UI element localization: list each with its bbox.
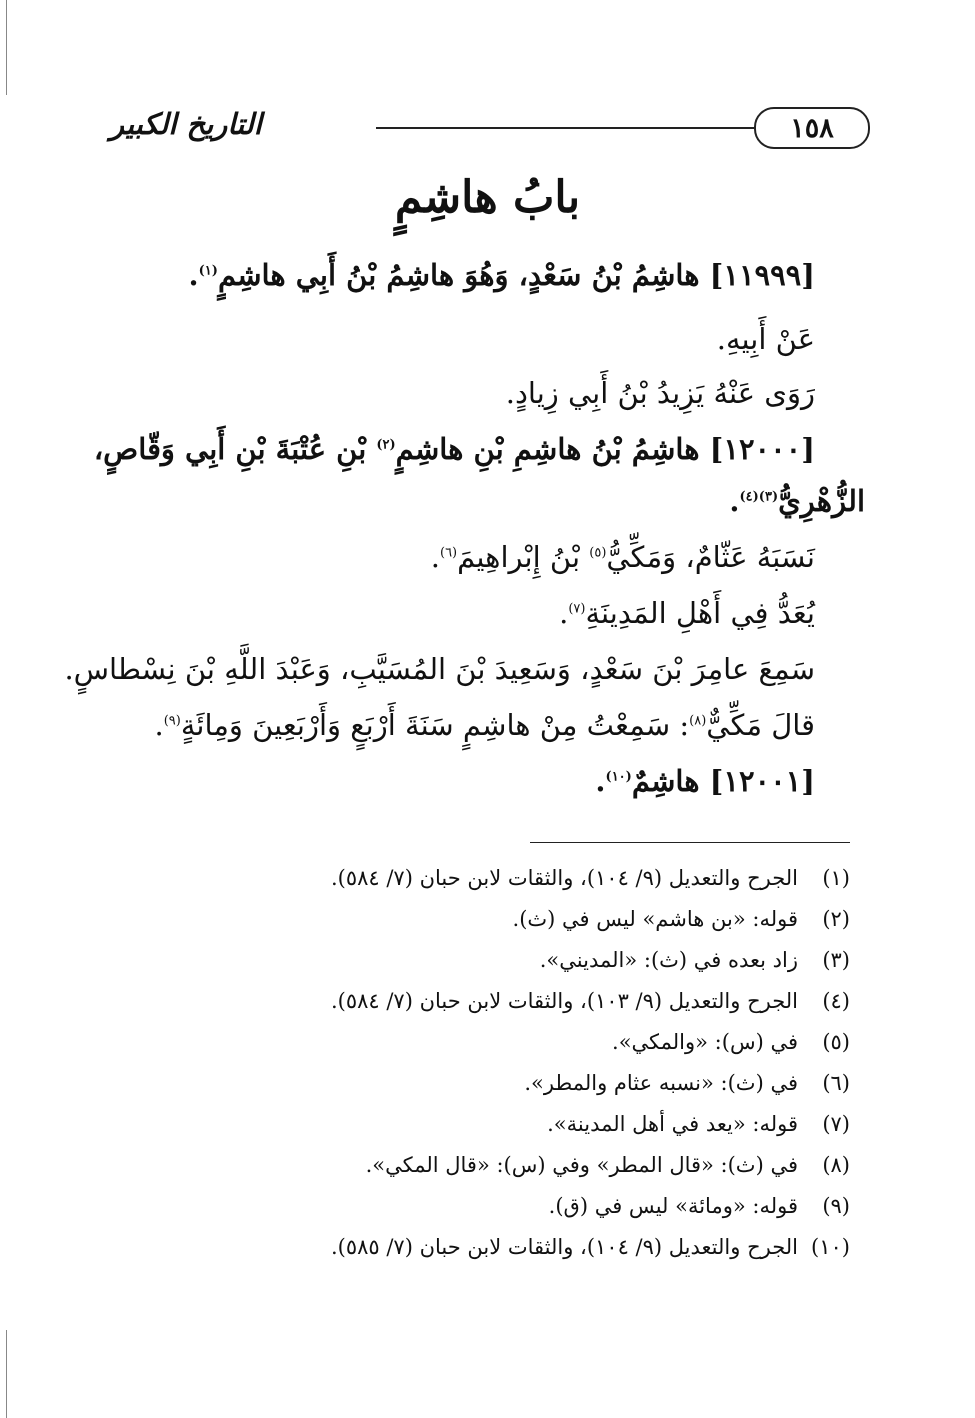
footnote-number: (٤) bbox=[822, 989, 850, 1013]
footnote-separator bbox=[530, 842, 850, 843]
footnote-number: (١) bbox=[822, 866, 850, 890]
footnote-number: (١٠) bbox=[811, 1235, 850, 1259]
entry-end: . bbox=[729, 484, 740, 518]
entry-text: بْنِ عُتْبَةَ بْنِ أَبِي وَقّاصٍ، bbox=[93, 432, 377, 466]
footnote-ref: (٣)(٤) bbox=[739, 489, 779, 505]
chapter-title: بابُ هاشِمٍ bbox=[394, 172, 581, 223]
entry-end: . bbox=[188, 258, 199, 292]
footnote-ref: (٧) bbox=[568, 601, 586, 617]
footnote bbox=[331, 866, 850, 890]
text-line bbox=[431, 540, 815, 574]
footnote-text: في (س): «والمكي». bbox=[612, 1030, 798, 1054]
footnote-ref: (٢) bbox=[376, 437, 396, 453]
entry-number: [١٢٠٠٠] bbox=[709, 432, 815, 466]
text-part: يُعَدُّ فِي أَهْلِ المَدِينَةِ bbox=[585, 596, 815, 630]
footnote bbox=[540, 948, 850, 972]
footnote-ref: (١) bbox=[198, 263, 218, 279]
footnote-ref: (٩) bbox=[163, 713, 181, 729]
footnote-text: الجرح والتعديل (٩/ ١٠٣)، والثقات لابن حبان (٧/ ٥٨٤). bbox=[330, 989, 798, 1013]
text-line bbox=[559, 596, 815, 630]
footnote-number: (٣) bbox=[822, 948, 850, 972]
footnote-text: في (ث): «نسبه عثام والمطر». bbox=[524, 1071, 798, 1095]
footnote bbox=[331, 1235, 850, 1259]
footnote bbox=[547, 1112, 850, 1136]
text-line bbox=[155, 708, 816, 742]
footnote-number: (٦) bbox=[822, 1071, 850, 1095]
footnote-ref: (٨) bbox=[689, 713, 707, 729]
footnote bbox=[513, 907, 850, 931]
footnote-ref: (٦) bbox=[439, 545, 458, 561]
footnote-ref: (٥) bbox=[589, 545, 607, 561]
footnote-text: قوله: «يعد في أهل المدينة». bbox=[547, 1112, 798, 1136]
footnote-text: الجرح والتعديل (٩/ ١٠٤)، والثقات لابن حبان (٧/ ٥٨٥). bbox=[330, 1235, 798, 1259]
footnote-text: في (ث): «قال المطر» وفي (س): «قال المكي». bbox=[365, 1153, 798, 1177]
text-line: عَنْ أَبِيهِ. bbox=[716, 322, 815, 356]
footnote bbox=[549, 1194, 850, 1218]
text-end: . bbox=[154, 708, 164, 742]
text-line: رَوَى عَنْهُ يَزِيدُ بْنُ أَبِي زِيادٍ. bbox=[505, 376, 815, 410]
footnote bbox=[331, 989, 850, 1013]
footnote-number: (٥) bbox=[822, 1030, 850, 1054]
entry-text: هاشِمُ بْنُ سَعْدٍ، وَهُوَ هاشِمُ بْنُ أَبِي هاشِمٍ bbox=[217, 258, 710, 292]
entry-12001 bbox=[595, 764, 815, 798]
footnote bbox=[524, 1071, 850, 1095]
page-header bbox=[110, 105, 870, 155]
entry-12000 bbox=[93, 432, 815, 466]
footnote-number: (٧) bbox=[822, 1112, 850, 1136]
footnote-text: الجرح والتعديل (٩/ ١٠٤)، والثقات لابن حبان (٧/ ٥٨٤). bbox=[330, 866, 798, 890]
text-end: . bbox=[430, 540, 440, 574]
entry-text: هاشِمٌ bbox=[631, 764, 710, 798]
footnote-number: (٩) bbox=[822, 1194, 850, 1218]
text-part: بْنُ إِبْراهِيمَ bbox=[457, 540, 590, 574]
entry-end: . bbox=[595, 764, 606, 798]
text-line bbox=[729, 484, 865, 518]
footnote bbox=[612, 1030, 850, 1054]
footnote-text: قوله: «ومائة» ليس في (ق). bbox=[548, 1194, 798, 1218]
footnote-ref: (١٠) bbox=[605, 769, 632, 785]
footnote-number: (٢) bbox=[822, 907, 850, 931]
footnote-number: (٨) bbox=[822, 1153, 850, 1177]
text-part: : سَمِعْتُ مِنْ هاشِمٍ سَنَةَ أَرْبَعٍ وَأَرْبَعِينَ وَمِائَةٍ bbox=[180, 708, 690, 742]
entry-number: [١٢٠٠١] bbox=[709, 764, 815, 798]
entry-11999 bbox=[189, 258, 815, 292]
entry-text: الزُّهْرِيُّ bbox=[778, 484, 865, 518]
text-part: قالَ مَكِّيٌّ bbox=[706, 708, 815, 742]
text-part: نَسَبَهُ عَثّامٌ، وَمَكِّيُّ bbox=[606, 540, 815, 574]
header-rule bbox=[376, 127, 756, 129]
book-title: التاريخ الكبير bbox=[110, 107, 262, 141]
page-number: ١٥٨ bbox=[754, 107, 870, 149]
entry-number: [١١٩٩٩] bbox=[709, 258, 815, 292]
text-end: . bbox=[559, 596, 569, 630]
footnote-text: قوله: «بن هاشم» ليس في (ث). bbox=[512, 907, 798, 931]
text-line: سَمِعَ عامِرَ بْنَ سَعْدٍ، وَسَعِيدَ بْنَ المُسَيَّبِ، وَعَبْدَ اللَّهِ بْنَ نِسْطاسٍ. bbox=[64, 652, 815, 686]
footnote-text: زاد بعده في (ث): «المديني». bbox=[539, 948, 798, 972]
entry-text: هاشِمُ بْنُ هاشِمِ بْنِ هاشِمٍ bbox=[395, 432, 710, 466]
footnote bbox=[366, 1153, 850, 1177]
